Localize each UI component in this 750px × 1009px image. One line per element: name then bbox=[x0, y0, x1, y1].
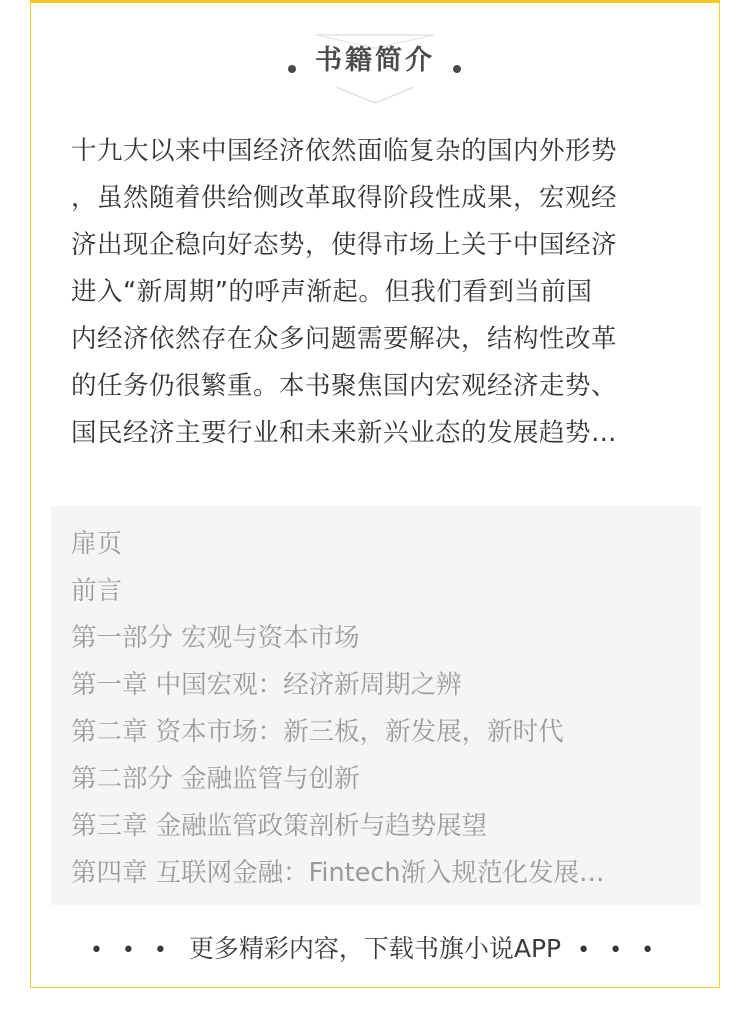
book-intro-card bbox=[30, 0, 720, 988]
intro-line: 十九大以来中国经济依然面临复杂的国内外形势 bbox=[71, 136, 618, 166]
intro-line: 的任务仍很繁重。本书聚焦国内宏观经济走势、 bbox=[71, 371, 618, 401]
book-intro-paragraph bbox=[71, 128, 666, 457]
section-header bbox=[31, 31, 719, 106]
toc-item-part-1[interactable]: 第一部分 宏观与资本市场 bbox=[71, 623, 360, 653]
section-title: 书籍简介 bbox=[315, 45, 435, 76]
intro-line: 济出现企稳向好态势，使得市场上关于中国经济 bbox=[71, 230, 618, 260]
toc-item-part-2[interactable]: 第二部分 金融监管与创新 bbox=[71, 764, 360, 794]
dots-left: • • • bbox=[89, 938, 173, 963]
dots-right: • • • bbox=[577, 938, 661, 963]
toc-item-chapter-2[interactable]: 第二章 资本市场：新三板，新发展，新时代 bbox=[71, 717, 564, 747]
toc-item-preface[interactable]: 前言 bbox=[71, 576, 123, 606]
download-app-link[interactable] bbox=[31, 927, 719, 973]
toc-item-chapter-1[interactable]: 第一章 中国宏观：经济新周期之辨 bbox=[71, 670, 462, 700]
table-of-contents bbox=[51, 506, 701, 905]
download-app-text: 更多精彩内容，下载书旗小说APP bbox=[188, 934, 562, 963]
toc-item-chapter-4[interactable]: 第四章 互联网金融：Fintech渐入规范化发展… bbox=[71, 858, 605, 888]
intro-line: 国民经济主要行业和未来新兴业态的发展趋势… bbox=[71, 418, 618, 448]
intro-line: 进入“新周期”的呼声渐起。但我们看到当前国 bbox=[71, 277, 593, 307]
intro-line: ，虽然随着供给侧改革取得阶段性成果，宏观经 bbox=[71, 183, 618, 213]
toc-item-chapter-3[interactable]: 第三章 金融监管政策剖析与趋势展望 bbox=[71, 811, 488, 841]
toc-list bbox=[71, 521, 605, 897]
toc-item-title-page[interactable]: 扉页 bbox=[71, 529, 123, 559]
intro-line: 内经济依然存在众多问题需要解决，结构性改革 bbox=[71, 324, 618, 354]
